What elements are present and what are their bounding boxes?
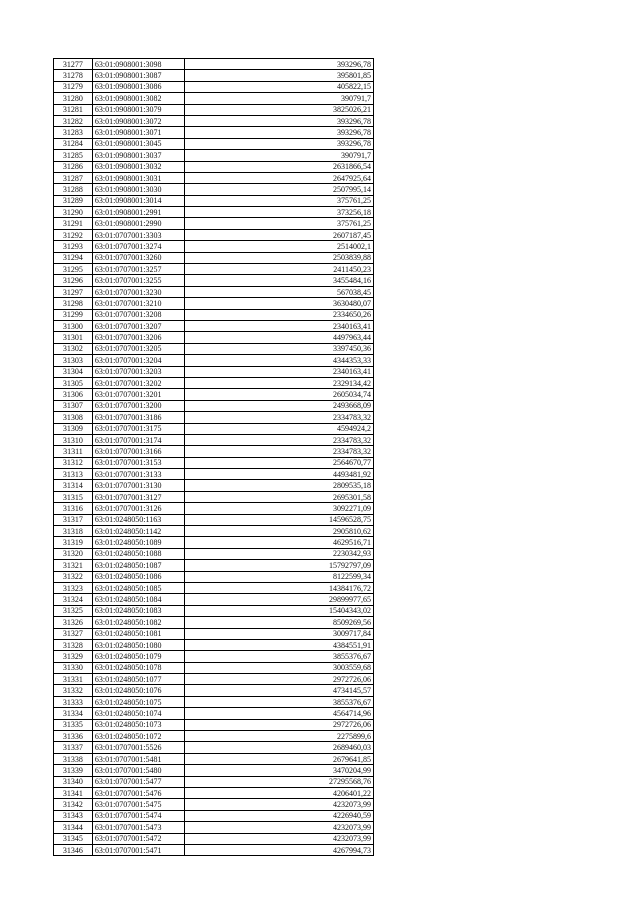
table-row [54, 765, 374, 776]
table-row [54, 491, 374, 502]
cadastral-number-cell: 63:01:0707001:5476 [92, 788, 184, 799]
cadastral-number-cell: 63:01:0248050:1076 [92, 685, 184, 696]
row-number-cell: 31321 [54, 560, 93, 571]
table-row [54, 446, 374, 457]
table-row [54, 241, 374, 252]
cadastral-value-cell: 2972726,06 [184, 674, 373, 685]
row-number-cell: 31289 [54, 195, 93, 206]
row-number-cell: 31278 [54, 70, 93, 81]
cadastral-number-cell: 63:01:0908001:3031 [92, 172, 184, 183]
cadastral-number-cell: 63:01:0707001:3174 [92, 434, 184, 445]
cadastral-number-cell: 63:01:0707001:3166 [92, 446, 184, 457]
cadastral-value-cell: 3092271,09 [184, 503, 373, 514]
cadastral-number-cell: 63:01:0707001:3230 [92, 286, 184, 297]
cadastral-value-cell: 3855376,67 [184, 696, 373, 707]
cadastral-number-cell: 63:01:0248050:1084 [92, 594, 184, 605]
table-row [54, 93, 374, 104]
cadastral-number-cell: 63:01:0248050:1089 [92, 537, 184, 548]
cadastral-number-cell: 63:01:0908001:3045 [92, 138, 184, 149]
cadastral-value-cell: 395801,85 [184, 70, 373, 81]
row-number-cell: 31285 [54, 150, 93, 161]
row-number-cell: 31295 [54, 264, 93, 275]
table-row [54, 457, 374, 468]
table-row [54, 434, 374, 445]
table-row [54, 389, 374, 400]
row-number-cell: 31282 [54, 115, 93, 126]
cadastral-number-cell: 63:01:0908001:3072 [92, 115, 184, 126]
table-row [54, 115, 374, 126]
table-row [54, 776, 374, 787]
cadastral-number-cell: 63:01:0908001:3098 [92, 59, 184, 70]
cadastral-value-cell: 405822,15 [184, 81, 373, 92]
table-row [54, 298, 374, 309]
cadastral-number-cell: 63:01:0707001:5474 [92, 810, 184, 821]
cadastral-value-cell: 393296,78 [184, 59, 373, 70]
cadastral-number-cell: 63:01:0707001:3130 [92, 480, 184, 491]
table-row [54, 560, 374, 571]
cadastral-value-cell: 2695301,58 [184, 491, 373, 502]
cadastral-value-cell: 2334783,32 [184, 434, 373, 445]
row-number-cell: 31341 [54, 788, 93, 799]
table-row [54, 412, 374, 423]
table-row [54, 343, 374, 354]
cadastral-number-cell: 63:01:0707001:5526 [92, 742, 184, 753]
cadastral-number-cell: 63:01:0707001:5477 [92, 776, 184, 787]
row-number-cell: 31286 [54, 161, 93, 172]
row-number-cell: 31313 [54, 469, 93, 480]
row-number-cell: 31319 [54, 537, 93, 548]
table-row [54, 275, 374, 286]
table-row [54, 548, 374, 559]
cadastral-value-cell: 2605034,74 [184, 389, 373, 400]
table-row [54, 799, 374, 810]
cadastral-value-cell: 4493481,92 [184, 469, 373, 480]
row-number-cell: 31310 [54, 434, 93, 445]
cadastral-value-cell: 2607187,45 [184, 229, 373, 240]
cadastral-number-cell: 63:01:0707001:3208 [92, 309, 184, 320]
table-row [54, 639, 374, 650]
cadastral-number-cell: 63:01:0707001:5480 [92, 765, 184, 776]
table-row [54, 172, 374, 183]
cadastral-value-cell: 4594924,2 [184, 423, 373, 434]
cadastral-number-cell: 63:01:0248050:1077 [92, 674, 184, 685]
row-number-cell: 31329 [54, 651, 93, 662]
cadastral-number-cell: 63:01:0908001:3087 [92, 70, 184, 81]
cadastral-number-cell: 63:01:0908001:3014 [92, 195, 184, 206]
table-row [54, 731, 374, 742]
row-number-cell: 31332 [54, 685, 93, 696]
row-number-cell: 31338 [54, 753, 93, 764]
cadastral-value-cell: 2679641,85 [184, 753, 373, 764]
cadastral-number-cell: 63:01:0248050:1086 [92, 571, 184, 582]
cadastral-number-cell: 63:01:0707001:3153 [92, 457, 184, 468]
cadastral-number-cell: 63:01:0248050:1082 [92, 617, 184, 628]
cadastral-number-cell: 63:01:0248050:1074 [92, 708, 184, 719]
cadastral-number-cell: 63:01:0248050:1075 [92, 696, 184, 707]
cadastral-value-cell: 15404343,02 [184, 605, 373, 616]
cadastral-number-cell: 63:01:0707001:5471 [92, 844, 184, 855]
row-number-cell: 31335 [54, 719, 93, 730]
table-row [54, 503, 374, 514]
table-row [54, 377, 374, 388]
table-row [54, 252, 374, 263]
cadastral-value-cell: 4206401,22 [184, 788, 373, 799]
row-number-cell: 31307 [54, 400, 93, 411]
cadastral-number-cell: 63:01:0908001:3030 [92, 184, 184, 195]
cadastral-value-cell: 2340163,41 [184, 366, 373, 377]
cadastral-value-cell: 2647925,64 [184, 172, 373, 183]
cadastral-number-cell: 63:01:0707001:3260 [92, 252, 184, 263]
cadastral-number-cell: 63:01:0908001:3032 [92, 161, 184, 172]
row-number-cell: 31336 [54, 731, 93, 742]
cadastral-value-cell: 2564670,77 [184, 457, 373, 468]
table-body [54, 59, 374, 856]
table-row [54, 286, 374, 297]
cadastral-number-cell: 63:01:0248050:1073 [92, 719, 184, 730]
row-number-cell: 31280 [54, 93, 93, 104]
cadastral-value-cell: 4232073,99 [184, 833, 373, 844]
table-row [54, 651, 374, 662]
cadastral-number-cell: 63:01:0908001:3037 [92, 150, 184, 161]
row-number-cell: 31277 [54, 59, 93, 70]
table-row [54, 366, 374, 377]
cadastral-number-cell: 63:01:0248050:1081 [92, 628, 184, 639]
cadastral-value-cell: 15792797,09 [184, 560, 373, 571]
table-row [54, 582, 374, 593]
cadastral-value-cell: 4344353,33 [184, 355, 373, 366]
row-number-cell: 31340 [54, 776, 93, 787]
cadastral-number-cell: 63:01:0707001:3175 [92, 423, 184, 434]
cadastral-number-cell: 63:01:0707001:3207 [92, 320, 184, 331]
row-number-cell: 31346 [54, 844, 93, 855]
row-number-cell: 31344 [54, 822, 93, 833]
cadastral-value-cell: 27295568,76 [184, 776, 373, 787]
cadastral-value-cell: 2514002,1 [184, 241, 373, 252]
row-number-cell: 31323 [54, 582, 93, 593]
cadastral-number-cell: 63:01:0707001:3255 [92, 275, 184, 286]
row-number-cell: 31324 [54, 594, 93, 605]
table-row [54, 423, 374, 434]
table-row [54, 195, 374, 206]
cadastral-number-cell: 63:01:0908001:2990 [92, 218, 184, 229]
row-number-cell: 31316 [54, 503, 93, 514]
table-row [54, 844, 374, 855]
row-number-cell: 31334 [54, 708, 93, 719]
table-row [54, 628, 374, 639]
row-number-cell: 31281 [54, 104, 93, 115]
row-number-cell: 31303 [54, 355, 93, 366]
row-number-cell: 31284 [54, 138, 93, 149]
table-row [54, 59, 374, 70]
row-number-cell: 31301 [54, 332, 93, 343]
row-number-cell: 31283 [54, 127, 93, 138]
table-row [54, 320, 374, 331]
row-number-cell: 31309 [54, 423, 93, 434]
cadastral-value-cell: 3825026,21 [184, 104, 373, 115]
cadastral-value-cell: 14596528,75 [184, 514, 373, 525]
table-row [54, 70, 374, 81]
cadastral-number-cell: 63:01:0908001:2991 [92, 207, 184, 218]
cadastral-value-cell: 4497963,44 [184, 332, 373, 343]
table-row [54, 218, 374, 229]
cadastral-value-cell: 567038,45 [184, 286, 373, 297]
row-number-cell: 31296 [54, 275, 93, 286]
row-number-cell: 31328 [54, 639, 93, 650]
table-row [54, 469, 374, 480]
cadastral-value-cell: 3455484,16 [184, 275, 373, 286]
row-number-cell: 31312 [54, 457, 93, 468]
table-row [54, 264, 374, 275]
table-row [54, 605, 374, 616]
table-row [54, 696, 374, 707]
table-row [54, 150, 374, 161]
cadastral-number-cell: 63:01:0248050:1088 [92, 548, 184, 559]
cadastral-number-cell: 63:01:0707001:5481 [92, 753, 184, 764]
row-number-cell: 31320 [54, 548, 93, 559]
table-row [54, 514, 374, 525]
cadastral-value-cell: 390791,7 [184, 93, 373, 104]
cadastral-value-cell: 393296,78 [184, 115, 373, 126]
row-number-cell: 31331 [54, 674, 93, 685]
cadastral-number-cell: 63:01:0248050:1078 [92, 662, 184, 673]
row-number-cell: 31315 [54, 491, 93, 502]
row-number-cell: 31279 [54, 81, 93, 92]
cadastral-value-cell: 2230342,93 [184, 548, 373, 559]
cadastral-value-cell: 29899977,65 [184, 594, 373, 605]
row-number-cell: 31345 [54, 833, 93, 844]
table-row [54, 400, 374, 411]
table-row [54, 480, 374, 491]
table-row [54, 526, 374, 537]
cadastral-number-cell: 63:01:0707001:3186 [92, 412, 184, 423]
row-number-cell: 31317 [54, 514, 93, 525]
cadastral-value-table [53, 58, 374, 856]
cadastral-value-cell: 393296,78 [184, 138, 373, 149]
cadastral-value-cell: 2493668,09 [184, 400, 373, 411]
table-row [54, 229, 374, 240]
table-row [54, 81, 374, 92]
cadastral-number-cell: 63:01:0707001:3257 [92, 264, 184, 275]
cadastral-number-cell: 63:01:0908001:3071 [92, 127, 184, 138]
cadastral-value-cell: 2507995,14 [184, 184, 373, 195]
table-row [54, 810, 374, 821]
cadastral-value-cell: 8122599,34 [184, 571, 373, 582]
table-row [54, 662, 374, 673]
cadastral-value-cell: 2340163,41 [184, 320, 373, 331]
row-number-cell: 31327 [54, 628, 93, 639]
row-number-cell: 31290 [54, 207, 93, 218]
row-number-cell: 31314 [54, 480, 93, 491]
cadastral-number-cell: 63:01:0707001:3127 [92, 491, 184, 502]
cadastral-value-cell: 4734145,57 [184, 685, 373, 696]
table-row [54, 355, 374, 366]
row-number-cell: 31326 [54, 617, 93, 628]
row-number-cell: 31293 [54, 241, 93, 252]
table-row [54, 207, 374, 218]
cadastral-value-cell: 375761,25 [184, 218, 373, 229]
table-row [54, 594, 374, 605]
row-number-cell: 31306 [54, 389, 93, 400]
cadastral-value-cell: 2334650,26 [184, 309, 373, 320]
cadastral-value-cell: 2411450,23 [184, 264, 373, 275]
cadastral-value-cell: 2334783,32 [184, 412, 373, 423]
row-number-cell: 31318 [54, 526, 93, 537]
row-number-cell: 31305 [54, 377, 93, 388]
cadastral-value-cell: 373256,18 [184, 207, 373, 218]
table-row [54, 332, 374, 343]
cadastral-number-cell: 63:01:0707001:3203 [92, 366, 184, 377]
cadastral-value-cell: 3855376,67 [184, 651, 373, 662]
row-number-cell: 31292 [54, 229, 93, 240]
cadastral-number-cell: 63:01:0707001:3201 [92, 389, 184, 400]
row-number-cell: 31302 [54, 343, 93, 354]
cadastral-number-cell: 63:01:0707001:3274 [92, 241, 184, 252]
cadastral-number-cell: 63:01:0707001:3205 [92, 343, 184, 354]
table-row [54, 742, 374, 753]
row-number-cell: 31343 [54, 810, 93, 821]
cadastral-number-cell: 63:01:0707001:5475 [92, 799, 184, 810]
row-number-cell: 31333 [54, 696, 93, 707]
row-number-cell: 31294 [54, 252, 93, 263]
cadastral-number-cell: 63:01:0248050:1080 [92, 639, 184, 650]
row-number-cell: 31298 [54, 298, 93, 309]
row-number-cell: 31311 [54, 446, 93, 457]
row-number-cell: 31288 [54, 184, 93, 195]
cadastral-number-cell: 63:01:0248050:1085 [92, 582, 184, 593]
table-row [54, 104, 374, 115]
cadastral-value-cell: 2334783,32 [184, 446, 373, 457]
cadastral-value-cell: 3397450,36 [184, 343, 373, 354]
cadastral-value-cell: 2972726,06 [184, 719, 373, 730]
table-row [54, 161, 374, 172]
cadastral-value-cell: 2905810,62 [184, 526, 373, 537]
table-row [54, 674, 374, 685]
cadastral-number-cell: 63:01:0908001:3086 [92, 81, 184, 92]
cadastral-number-cell: 63:01:0248050:1142 [92, 526, 184, 537]
cadastral-value-cell: 4629516,71 [184, 537, 373, 548]
table-row [54, 685, 374, 696]
table-row [54, 138, 374, 149]
table-row [54, 127, 374, 138]
cadastral-number-cell: 63:01:0908001:3079 [92, 104, 184, 115]
cadastral-value-cell: 8509269,56 [184, 617, 373, 628]
cadastral-number-cell: 63:01:0707001:3204 [92, 355, 184, 366]
cadastral-number-cell: 63:01:0707001:3206 [92, 332, 184, 343]
row-number-cell: 31297 [54, 286, 93, 297]
cadastral-value-cell: 2275899,6 [184, 731, 373, 742]
row-number-cell: 31300 [54, 320, 93, 331]
row-number-cell: 31308 [54, 412, 93, 423]
cadastral-value-cell: 4226940,59 [184, 810, 373, 821]
cadastral-value-cell: 2809535,18 [184, 480, 373, 491]
cadastral-number-cell: 63:01:0707001:3133 [92, 469, 184, 480]
table-row [54, 719, 374, 730]
cadastral-number-cell: 63:01:0707001:3126 [92, 503, 184, 514]
row-number-cell: 31287 [54, 172, 93, 183]
cadastral-value-cell: 4564714,96 [184, 708, 373, 719]
table-row [54, 833, 374, 844]
table-row [54, 184, 374, 195]
cadastral-number-cell: 63:01:0707001:3200 [92, 400, 184, 411]
table-row [54, 537, 374, 548]
cadastral-value-cell: 2503839,88 [184, 252, 373, 263]
cadastral-value-cell: 2689460,03 [184, 742, 373, 753]
row-number-cell: 31299 [54, 309, 93, 320]
cadastral-number-cell: 63:01:0707001:3303 [92, 229, 184, 240]
cadastral-value-cell: 3470204,99 [184, 765, 373, 776]
cadastral-value-cell: 14384176,72 [184, 582, 373, 593]
cadastral-number-cell: 63:01:0707001:5473 [92, 822, 184, 833]
table-row [54, 822, 374, 833]
cadastral-value-cell: 375761,25 [184, 195, 373, 206]
cadastral-value-cell: 2631866,54 [184, 161, 373, 172]
row-number-cell: 31342 [54, 799, 93, 810]
cadastral-number-cell: 63:01:0248050:1087 [92, 560, 184, 571]
table-row [54, 788, 374, 799]
cadastral-value-cell: 4384551,91 [184, 639, 373, 650]
table-row [54, 571, 374, 582]
row-number-cell: 31325 [54, 605, 93, 616]
cadastral-value-cell: 390791,7 [184, 150, 373, 161]
row-number-cell: 31337 [54, 742, 93, 753]
cadastral-value-cell: 3003559,68 [184, 662, 373, 673]
row-number-cell: 31330 [54, 662, 93, 673]
cadastral-value-cell: 3009717,84 [184, 628, 373, 639]
cadastral-number-cell: 63:01:0908001:3082 [92, 93, 184, 104]
row-number-cell: 31322 [54, 571, 93, 582]
table-row [54, 309, 374, 320]
row-number-cell: 31291 [54, 218, 93, 229]
table-row [54, 753, 374, 764]
cadastral-value-cell: 4232073,99 [184, 822, 373, 833]
cadastral-value-cell: 393296,78 [184, 127, 373, 138]
cadastral-number-cell: 63:01:0248050:1079 [92, 651, 184, 662]
table-row [54, 617, 374, 628]
row-number-cell: 31339 [54, 765, 93, 776]
cadastral-number-cell: 63:01:0707001:3210 [92, 298, 184, 309]
cadastral-number-cell: 63:01:0707001:3202 [92, 377, 184, 388]
cadastral-value-cell: 3630480,07 [184, 298, 373, 309]
cadastral-number-cell: 63:01:0707001:5472 [92, 833, 184, 844]
cadastral-value-cell: 4232073,99 [184, 799, 373, 810]
cadastral-number-cell: 63:01:0248050:1072 [92, 731, 184, 742]
cadastral-value-cell: 2329134,42 [184, 377, 373, 388]
row-number-cell: 31304 [54, 366, 93, 377]
cadastral-number-cell: 63:01:0248050:1083 [92, 605, 184, 616]
cadastral-number-cell: 63:01:0248050:1163 [92, 514, 184, 525]
table-row [54, 708, 374, 719]
cadastral-value-cell: 4267994,73 [184, 844, 373, 855]
